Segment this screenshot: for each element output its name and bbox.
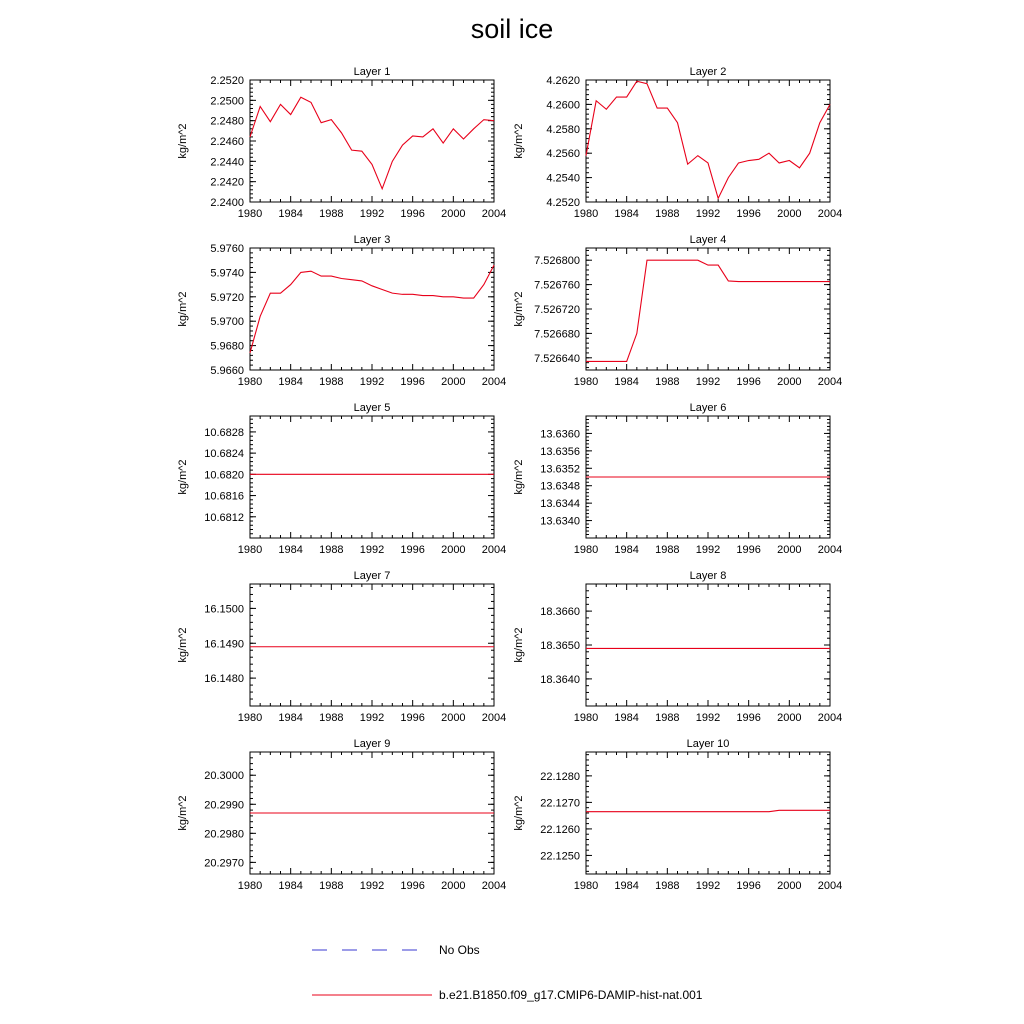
y-tick-label: 18.3660 xyxy=(540,606,580,619)
y-tick-label: 13.6344 xyxy=(540,498,580,511)
x-tick-label: 1996 xyxy=(736,712,761,724)
x-tick-label: 1988 xyxy=(655,544,680,556)
x-tick-label: 2000 xyxy=(777,712,802,724)
x-tick-label: 2004 xyxy=(817,376,843,388)
y-axis-label: kg/m^2 xyxy=(177,627,189,663)
x-tick-label: 2000 xyxy=(777,376,802,388)
y-tick-label: 5.9680 xyxy=(210,340,244,353)
x-tick-label: 1996 xyxy=(736,880,761,892)
y-axis-label: kg/m^2 xyxy=(513,795,525,831)
y-tick-label: 2.2420 xyxy=(210,176,244,189)
y-tick-label: 13.6356 xyxy=(540,445,580,458)
x-tick-label: 2004 xyxy=(817,880,843,892)
x-tick-label: 2004 xyxy=(481,208,507,220)
x-tick-label: 1980 xyxy=(573,880,599,892)
x-tick-label: 2004 xyxy=(817,208,843,220)
x-tick-label: 1980 xyxy=(237,208,263,220)
x-tick-label: 2000 xyxy=(441,712,466,724)
x-tick-label: 1996 xyxy=(736,376,761,388)
y-axis-label: kg/m^2 xyxy=(177,291,189,327)
x-tick-label: 2000 xyxy=(441,880,466,892)
x-tick-label: 1984 xyxy=(278,712,303,724)
x-tick-label: 1984 xyxy=(278,376,303,388)
x-tick-label: 1980 xyxy=(237,880,263,892)
y-tick-label: 7.526680 xyxy=(534,328,580,341)
y-axis-label: kg/m^2 xyxy=(513,459,525,495)
y-axis-label: kg/m^2 xyxy=(177,795,189,831)
x-tick-label: 2004 xyxy=(481,544,507,556)
x-tick-label: 2000 xyxy=(441,376,466,388)
x-tick-label: 1988 xyxy=(655,376,680,388)
y-tick-label: 10.6816 xyxy=(204,490,244,503)
x-tick-label: 1980 xyxy=(573,544,599,556)
y-tick-label: 18.3640 xyxy=(540,673,580,686)
x-tick-label: 1980 xyxy=(237,712,263,724)
panel-title: Layer 10 xyxy=(686,738,730,750)
y-tick-label: 20.2990 xyxy=(204,799,244,812)
y-tick-label: 5.9660 xyxy=(210,365,244,377)
x-tick-label: 1980 xyxy=(573,376,599,388)
y-tick-label: 7.526720 xyxy=(534,304,580,316)
y-tick-label: 2.2520 xyxy=(210,75,244,87)
y-tick-label: 5.9740 xyxy=(210,267,244,280)
x-tick-label: 2000 xyxy=(777,544,802,556)
x-tick-label: 2000 xyxy=(777,208,802,220)
y-tick-label: 10.6828 xyxy=(204,426,244,439)
x-tick-label: 1996 xyxy=(400,376,425,388)
y-tick-label: 22.1280 xyxy=(540,770,580,783)
x-tick-label: 1988 xyxy=(319,880,344,892)
x-tick-label: 1992 xyxy=(695,712,721,724)
y-tick-label: 2.2440 xyxy=(210,156,244,169)
y-axis-label: kg/m^2 xyxy=(513,291,525,327)
panel-title: Layer 7 xyxy=(353,570,391,582)
x-tick-label: 1988 xyxy=(319,376,344,388)
y-tick-label: 7.526800 xyxy=(534,255,580,268)
y-tick-label: 4.2560 xyxy=(546,148,580,161)
y-tick-label: 5.9700 xyxy=(210,316,244,329)
y-tick-label: 4.2600 xyxy=(546,99,580,112)
y-tick-label: 10.6812 xyxy=(204,511,244,524)
y-tick-label: 20.2980 xyxy=(204,828,244,841)
x-tick-label: 1992 xyxy=(359,544,385,556)
y-tick-label: 16.1490 xyxy=(204,638,244,651)
x-tick-label: 1992 xyxy=(695,880,721,892)
legend-label-no-obs: No Obs xyxy=(439,943,480,957)
panel-title: Layer 2 xyxy=(689,66,727,78)
y-tick-label: 4.2580 xyxy=(546,123,580,136)
x-tick-label: 1984 xyxy=(614,880,639,892)
x-tick-label: 1996 xyxy=(736,544,761,556)
y-tick-label: 22.1270 xyxy=(540,797,580,810)
y-tick-label: 13.6348 xyxy=(540,480,580,493)
y-tick-label: 10.6820 xyxy=(204,469,244,482)
x-tick-label: 2004 xyxy=(817,544,843,556)
y-tick-label: 7.526760 xyxy=(534,279,580,292)
y-tick-label: 4.2540 xyxy=(546,172,580,185)
x-tick-label: 1980 xyxy=(573,712,599,724)
x-tick-label: 1992 xyxy=(359,376,385,388)
x-tick-label: 1980 xyxy=(237,376,263,388)
x-tick-label: 1984 xyxy=(614,376,639,388)
x-tick-label: 1996 xyxy=(400,712,425,724)
figure-title: soil ice xyxy=(470,14,554,44)
x-tick-label: 1992 xyxy=(695,208,721,220)
x-tick-label: 1996 xyxy=(400,208,425,220)
panel-title: Layer 3 xyxy=(353,234,391,246)
y-tick-label: 22.1250 xyxy=(540,850,580,863)
x-tick-label: 1992 xyxy=(359,208,385,220)
y-tick-label: 13.6352 xyxy=(540,463,580,476)
x-tick-label: 1996 xyxy=(736,208,761,220)
panel-title: Layer 4 xyxy=(689,234,727,246)
x-tick-label: 2000 xyxy=(777,880,802,892)
x-tick-label: 1992 xyxy=(359,880,385,892)
y-tick-label: 2.2460 xyxy=(210,136,244,148)
y-axis-label: kg/m^2 xyxy=(177,123,189,159)
y-tick-label: 13.6340 xyxy=(540,515,580,528)
x-tick-label: 1984 xyxy=(278,208,303,220)
y-tick-label: 20.2970 xyxy=(204,857,244,870)
y-tick-label: 5.9760 xyxy=(210,243,244,255)
y-tick-label: 22.1260 xyxy=(540,823,580,836)
y-tick-label: 2.2480 xyxy=(210,115,244,128)
x-tick-label: 1988 xyxy=(319,544,344,556)
x-tick-label: 1988 xyxy=(319,712,344,724)
x-tick-label: 1984 xyxy=(278,544,303,556)
x-tick-label: 1980 xyxy=(237,544,263,556)
y-tick-label: 18.3650 xyxy=(540,640,580,652)
x-tick-label: 1988 xyxy=(655,880,680,892)
x-tick-label: 2004 xyxy=(481,880,507,892)
panel-title: Layer 5 xyxy=(353,402,391,414)
y-tick-label: 10.6824 xyxy=(204,448,244,461)
x-tick-label: 2000 xyxy=(441,208,466,220)
x-tick-label: 1984 xyxy=(614,208,639,220)
x-tick-label: 1988 xyxy=(655,712,680,724)
x-tick-label: 1996 xyxy=(400,880,425,892)
x-tick-label: 1988 xyxy=(655,208,680,220)
legend-label-model: b.e21.B1850.f09_g17.CMIP6-DAMIP-hist-nat.001 xyxy=(439,988,703,1002)
panel-title: Layer 1 xyxy=(353,66,391,78)
y-tick-label: 20.3000 xyxy=(204,770,244,783)
panel-title: Layer 9 xyxy=(353,738,391,750)
y-tick-label: 2.2500 xyxy=(210,95,244,108)
x-tick-label: 2004 xyxy=(817,712,843,724)
x-tick-label: 1988 xyxy=(319,208,344,220)
panel-title: Layer 8 xyxy=(689,570,727,582)
x-tick-label: 1996 xyxy=(400,544,425,556)
x-tick-label: 1980 xyxy=(573,208,599,220)
panel-title: Layer 6 xyxy=(689,402,727,414)
y-axis-label: kg/m^2 xyxy=(513,627,525,663)
y-tick-label: 7.526640 xyxy=(534,352,580,365)
x-tick-label: 1984 xyxy=(614,712,639,724)
x-tick-label: 1992 xyxy=(695,544,721,556)
y-tick-label: 16.1480 xyxy=(204,673,244,686)
y-tick-label: 2.2400 xyxy=(210,197,244,209)
x-tick-label: 1992 xyxy=(359,712,385,724)
x-tick-label: 2000 xyxy=(441,544,466,556)
y-tick-label: 4.2620 xyxy=(546,75,580,87)
x-tick-label: 2004 xyxy=(481,712,507,724)
x-tick-label: 1984 xyxy=(278,880,303,892)
x-tick-label: 1984 xyxy=(614,544,639,556)
y-tick-label: 5.9720 xyxy=(210,291,244,304)
y-axis-label: kg/m^2 xyxy=(513,123,525,159)
x-tick-label: 1992 xyxy=(695,376,721,388)
y-tick-label: 16.1500 xyxy=(204,603,244,616)
y-tick-label: 13.6360 xyxy=(540,428,580,441)
y-axis-label: kg/m^2 xyxy=(177,459,189,495)
x-tick-label: 2004 xyxy=(481,376,507,388)
y-tick-label: 4.2520 xyxy=(546,197,580,209)
